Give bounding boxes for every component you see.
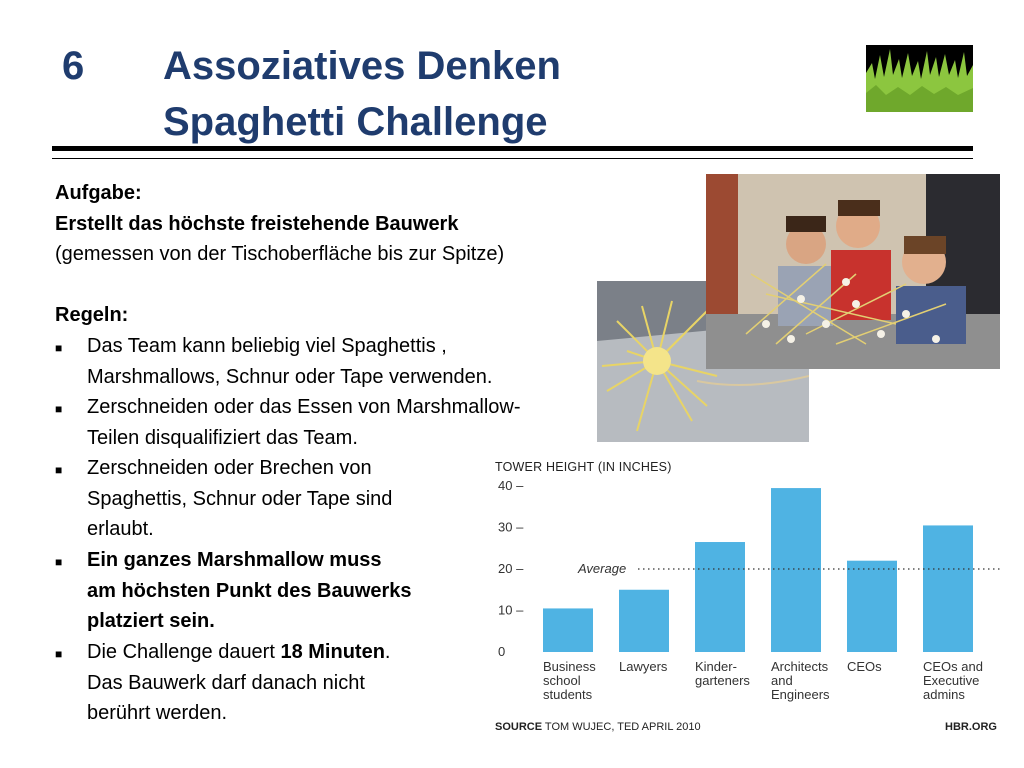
rule-3-line-1: Zerschneiden oder Brechen von [87,457,372,479]
rule-5 [87,637,390,729]
bar [923,525,973,652]
bullet-icon: ■ [55,463,63,477]
task-block [55,178,504,270]
title-divider-thin [52,158,973,159]
bar [619,590,669,652]
kids-building-photo [706,174,1000,369]
bar [695,542,745,652]
y-tick-label: 40 – [498,478,524,493]
rule-2-line-2: Teilen disqualifiziert das Team. [87,426,358,449]
bullet-icon: ■ [55,555,63,569]
task-heading: Aufgabe: [55,182,142,204]
rule-5-post: . [384,641,391,663]
rule-5-duration: 18 Minuten [280,641,385,663]
rule-5-line-1 [87,637,390,668]
slide-number: 6 [62,44,85,88]
bar [543,608,593,652]
title-divider-thick [52,146,973,151]
rule-5-line-3: berührt werden. [87,702,228,724]
chart-source-text: TOM WUJEC, TED APRIL 2010 [542,721,701,733]
y-tick-label: 10 – [498,602,524,618]
rule-3 [87,453,392,545]
y-tick-label: 0 [498,644,506,659]
x-category-label: Business school students [543,659,596,702]
rule-4-line-3: platziert sein. [87,610,215,632]
rules-heading: Regeln: [55,304,129,326]
task-main: Erstellt das höchste freistehende Bauwerk [55,212,459,235]
chart-source-label: SOURCE [495,721,543,733]
rule-3-line-3: erlaubt. [87,518,154,540]
x-category-label: CEOs and Executive admins [923,659,983,702]
bar [771,488,821,652]
bullet-icon: ■ [55,402,63,416]
y-tick-label: 20 – [498,561,524,576]
bar [847,561,897,652]
rule-1 [87,331,492,392]
chart-source [495,721,701,733]
chart-source-site: HBR.ORG [945,721,997,733]
rule-5-line-2: Das Bauwerk darf danach nicht [87,671,365,694]
rule-4-line-2: am höchsten Punkt des Bauwerks [87,579,412,602]
bullet-icon: ■ [55,647,63,661]
tower-height-chart [488,470,1008,710]
rule-5-pre: Die Challenge dauert [87,641,281,663]
x-category-label: Kinder-garteners [695,659,750,688]
title-line-2: Spaghetti Challenge [163,100,548,144]
title-line-1: Assoziatives Denken [163,44,561,88]
rule-4 [87,545,412,637]
rule-3-line-2: Spaghettis, Schnur oder Tape sind [87,487,393,510]
task-note: (gemessen von der Tischoberfläche bis zur Spitze) [55,243,505,265]
grass-logo [866,45,973,112]
rule-1-line-1: Das Team kann beliebig viel Spaghettis , [87,335,447,357]
x-category-label: CEOs [847,659,882,674]
rule-2-line-1: Zerschneiden oder das Essen von Marshmallow- [87,396,521,418]
rule-1-line-2: Marshmallows, Schnur oder Tape verwenden. [87,365,493,388]
y-tick-label: 30 – [498,519,524,535]
rule-2 [87,392,521,453]
bullet-icon: ■ [55,341,63,355]
rule-4-line-1: Ein ganzes Marshmallow muss [87,549,382,571]
x-category-label: Architects and Engineers [771,659,830,702]
x-category-label: Lawyers [619,659,668,674]
chart-title: TOWER HEIGHT (IN INCHES) [495,460,672,474]
average-label: Average [578,561,627,576]
